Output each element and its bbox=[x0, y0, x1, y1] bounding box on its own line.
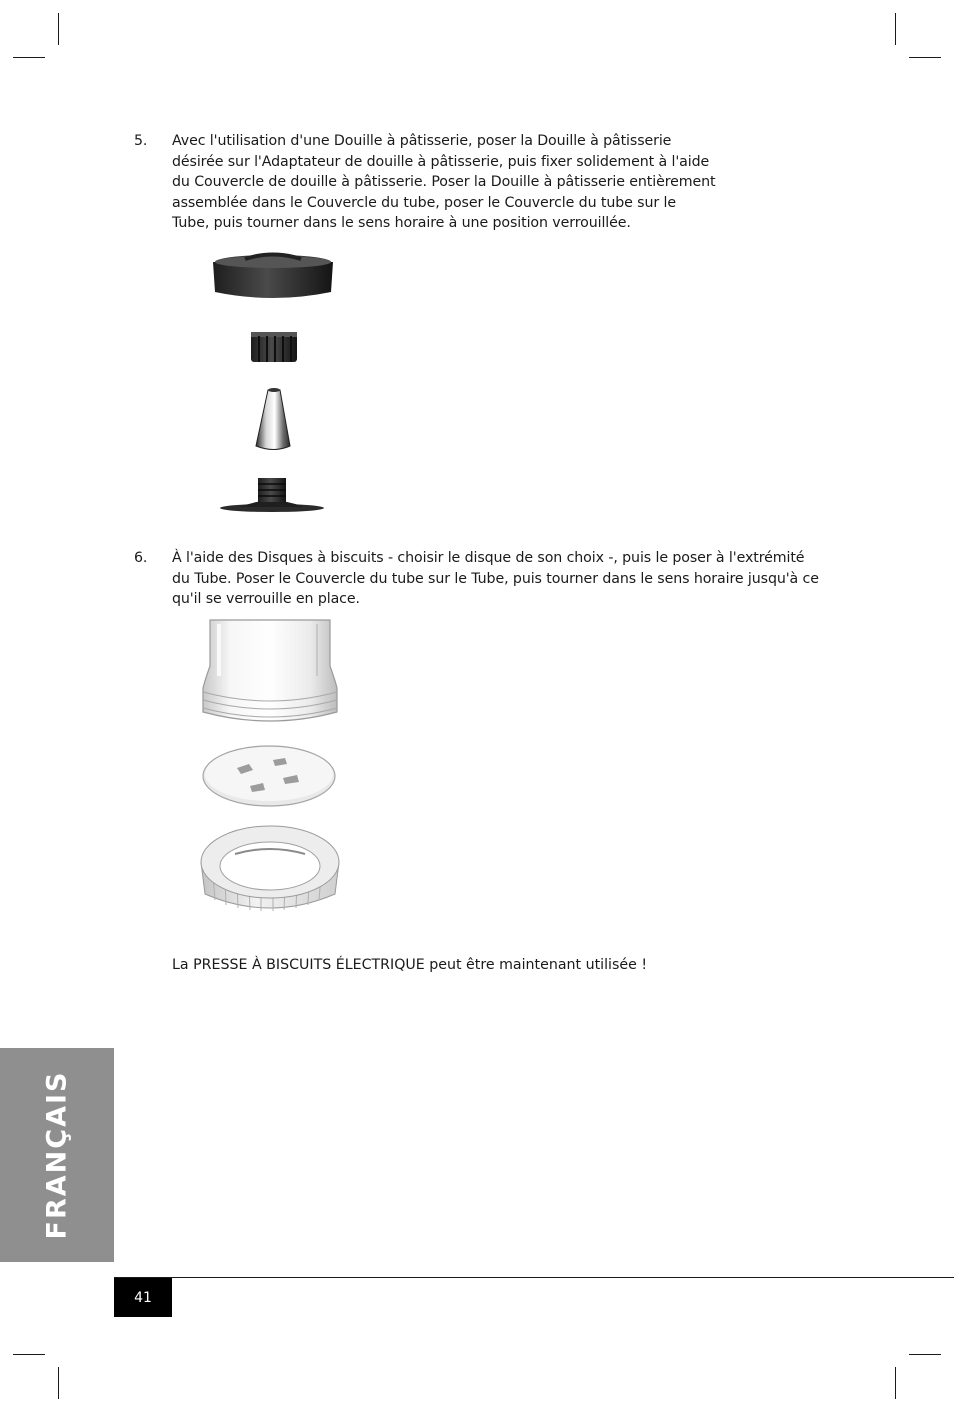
step-number: 6. bbox=[134, 550, 148, 566]
crop-mark bbox=[58, 1367, 59, 1399]
cookie-disc bbox=[203, 746, 335, 806]
piping-tip-cap bbox=[251, 332, 297, 362]
piping-tip-adapter bbox=[220, 478, 324, 512]
footer-rule bbox=[114, 1277, 954, 1278]
crop-mark bbox=[13, 1354, 45, 1355]
piping-tip bbox=[256, 388, 290, 450]
step-line: du Couvercle de douille à pâtisserie. Poser la Douille à pâtisserie entièrement bbox=[172, 174, 716, 190]
crop-mark bbox=[58, 13, 59, 45]
step-line: assemblée dans le Couvercle du tube, poser le Couvercle du tube sur le bbox=[172, 194, 676, 211]
language-side-tab bbox=[0, 1048, 114, 1262]
step-number: 5. bbox=[134, 133, 148, 149]
step-text bbox=[172, 131, 715, 234]
final-note: La PRESSE À BISCUITS ÉLECTRIQUE peut être maintenant utilisée ! bbox=[172, 957, 648, 973]
crop-mark bbox=[909, 57, 941, 58]
step-line: À l'aide des Disques à biscuits - choisir le disque de son choix -, puis le poser à l'extrémité bbox=[172, 550, 805, 566]
step-line: qu'il se verrouille en place. bbox=[172, 591, 360, 607]
step-line: désirée sur l'Adaptateur de douille à pâtisserie, puis fixer solidement à l'aide bbox=[172, 153, 710, 170]
crop-mark bbox=[909, 1354, 941, 1355]
step-text bbox=[172, 548, 819, 610]
language-label: FRANÇAIS bbox=[41, 1070, 73, 1240]
step-line: du Tube. Poser le Couvercle du tube sur le Tube, puis tourner dans le sens horaire jusqu'à ce bbox=[172, 570, 819, 587]
step-line: Avec l'utilisation d'une Douille à pâtisserie, poser la Douille à pâtisserie bbox=[172, 133, 672, 149]
crop-mark bbox=[13, 57, 45, 58]
page-number: 41 bbox=[114, 1278, 172, 1317]
tube-cap-ring bbox=[201, 826, 339, 911]
crop-mark bbox=[895, 1367, 896, 1399]
tube-cap bbox=[213, 255, 333, 299]
tube bbox=[203, 620, 337, 721]
crop-mark bbox=[895, 13, 896, 45]
step-line: Tube, puis tourner dans le sens horaire à une position verrouillée. bbox=[172, 215, 631, 231]
cookie-disc-assembly-illustration bbox=[195, 618, 350, 918]
piping-tip-assembly-illustration bbox=[200, 250, 350, 518]
